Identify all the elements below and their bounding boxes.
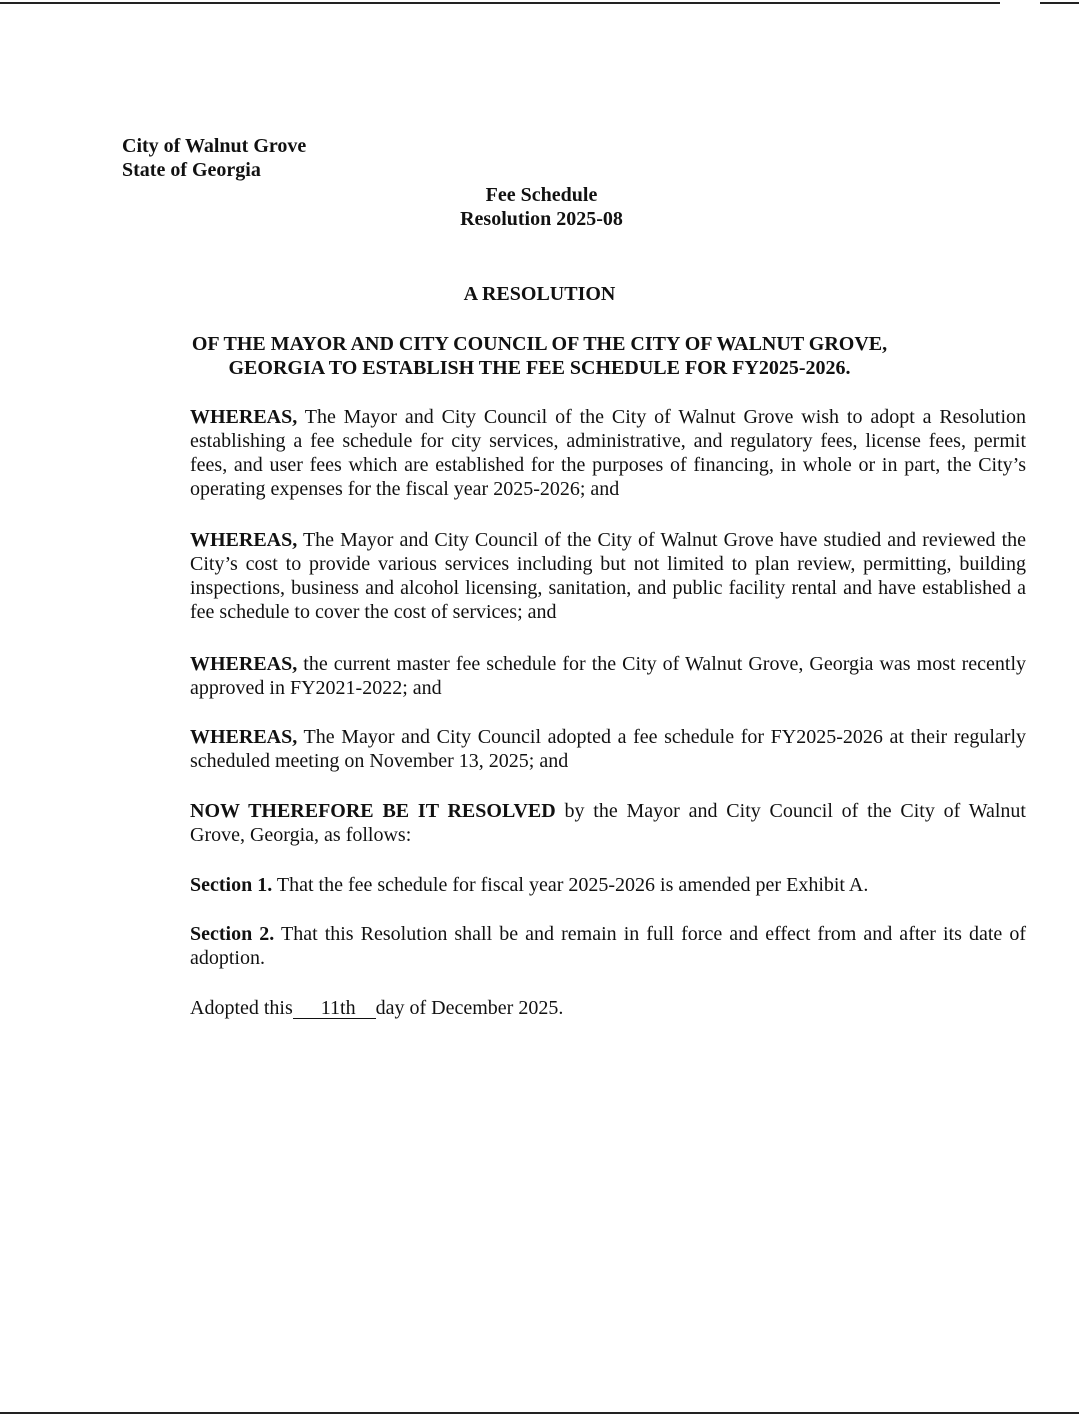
document-header (122, 134, 306, 182)
paragraph-text: the current master fee schedule for the City of Walnut Grove, Georgia was most recently approved in FY2021-2022; and (190, 653, 1026, 699)
paragraph-lead: WHEREAS, (190, 653, 298, 675)
adoption-line (122, 996, 1026, 1020)
paragraph-text: The Mayor and City Council of the City of Walnut Grove wish to adopt a Resolution establishing a fee schedule for city services, administrative, and regulatory fees, license fees, permit fees, and user fees which are established for the purposes of financing, in whole or in part, the City’s operating expenses for the fiscal year 2025-2026; and (190, 406, 1026, 500)
paragraph-lead: WHEREAS, (190, 529, 298, 551)
state-name: State of Georgia (122, 159, 261, 181)
paragraph-text: The Mayor and City Council of the City of Walnut Grove have studied and reviewed the City’s cost to provide various services including but not limited to plan review, permitting, building inspections, business and alcohol licensing, sanitation, and public facility rental and have established a fee schedule to cover the cost of services; and (190, 529, 1026, 623)
section-text: That this Resolution shall be and remain in full force and effect from and after its date of adoption. (190, 923, 1026, 969)
whereas-paragraph-3 (122, 652, 1026, 700)
scan-edge-bottom (0, 1412, 1079, 1414)
resolution-heading: A RESOLUTION (463, 283, 616, 305)
paragraph-lead: NOW THEREFORE BE IT RESOLVED (190, 800, 556, 822)
resolved-paragraph (122, 799, 1026, 847)
paragraph-text: The Mayor and City Council adopted a fee schedule for FY2025-2026 at their regularly scheduled meeting on November 13, 2025; and (190, 726, 1026, 772)
document-title (0, 183, 1079, 231)
title-fee-schedule: Fee Schedule (485, 184, 598, 206)
purpose-line-1: OF THE MAYOR AND CITY COUNCIL OF THE CITY OF WALNUT GROVE, (191, 333, 888, 355)
section-label: Section 1. (190, 874, 273, 896)
whereas-paragraph-4 (122, 725, 1026, 773)
scan-edge-top-right (1040, 2, 1079, 4)
paragraph-lead: WHEREAS, (190, 726, 298, 748)
adoption-prefix: Adopted this (190, 997, 293, 1019)
purpose-line-2: GEORGIA TO ESTABLISH THE FEE SCHEDULE FOR FY2025-2026. (228, 357, 851, 379)
section-1-paragraph (122, 873, 1026, 897)
title-resolution-number: Resolution 2025-08 (460, 208, 623, 230)
scan-edge-top (0, 2, 1000, 4)
section-text: That the fee schedule for fiscal year 2025-2026 is amended per Exhibit A. (272, 874, 869, 896)
adoption-day-blank: 11th (293, 998, 376, 1019)
adoption-suffix: day of December 2025. (375, 997, 564, 1019)
city-name: City of Walnut Grove (122, 135, 307, 157)
paragraph-text: by the Mayor and City Council of the City of Walnut Grove, Georgia, as follows: (190, 800, 1026, 846)
section-label: Section 2. (190, 923, 275, 945)
whereas-paragraph-1 (122, 405, 1026, 501)
paragraph-lead: WHEREAS, (190, 406, 298, 428)
whereas-paragraph-2 (122, 528, 1026, 624)
resolution-purpose (0, 332, 1079, 380)
section-2-paragraph (122, 922, 1026, 970)
